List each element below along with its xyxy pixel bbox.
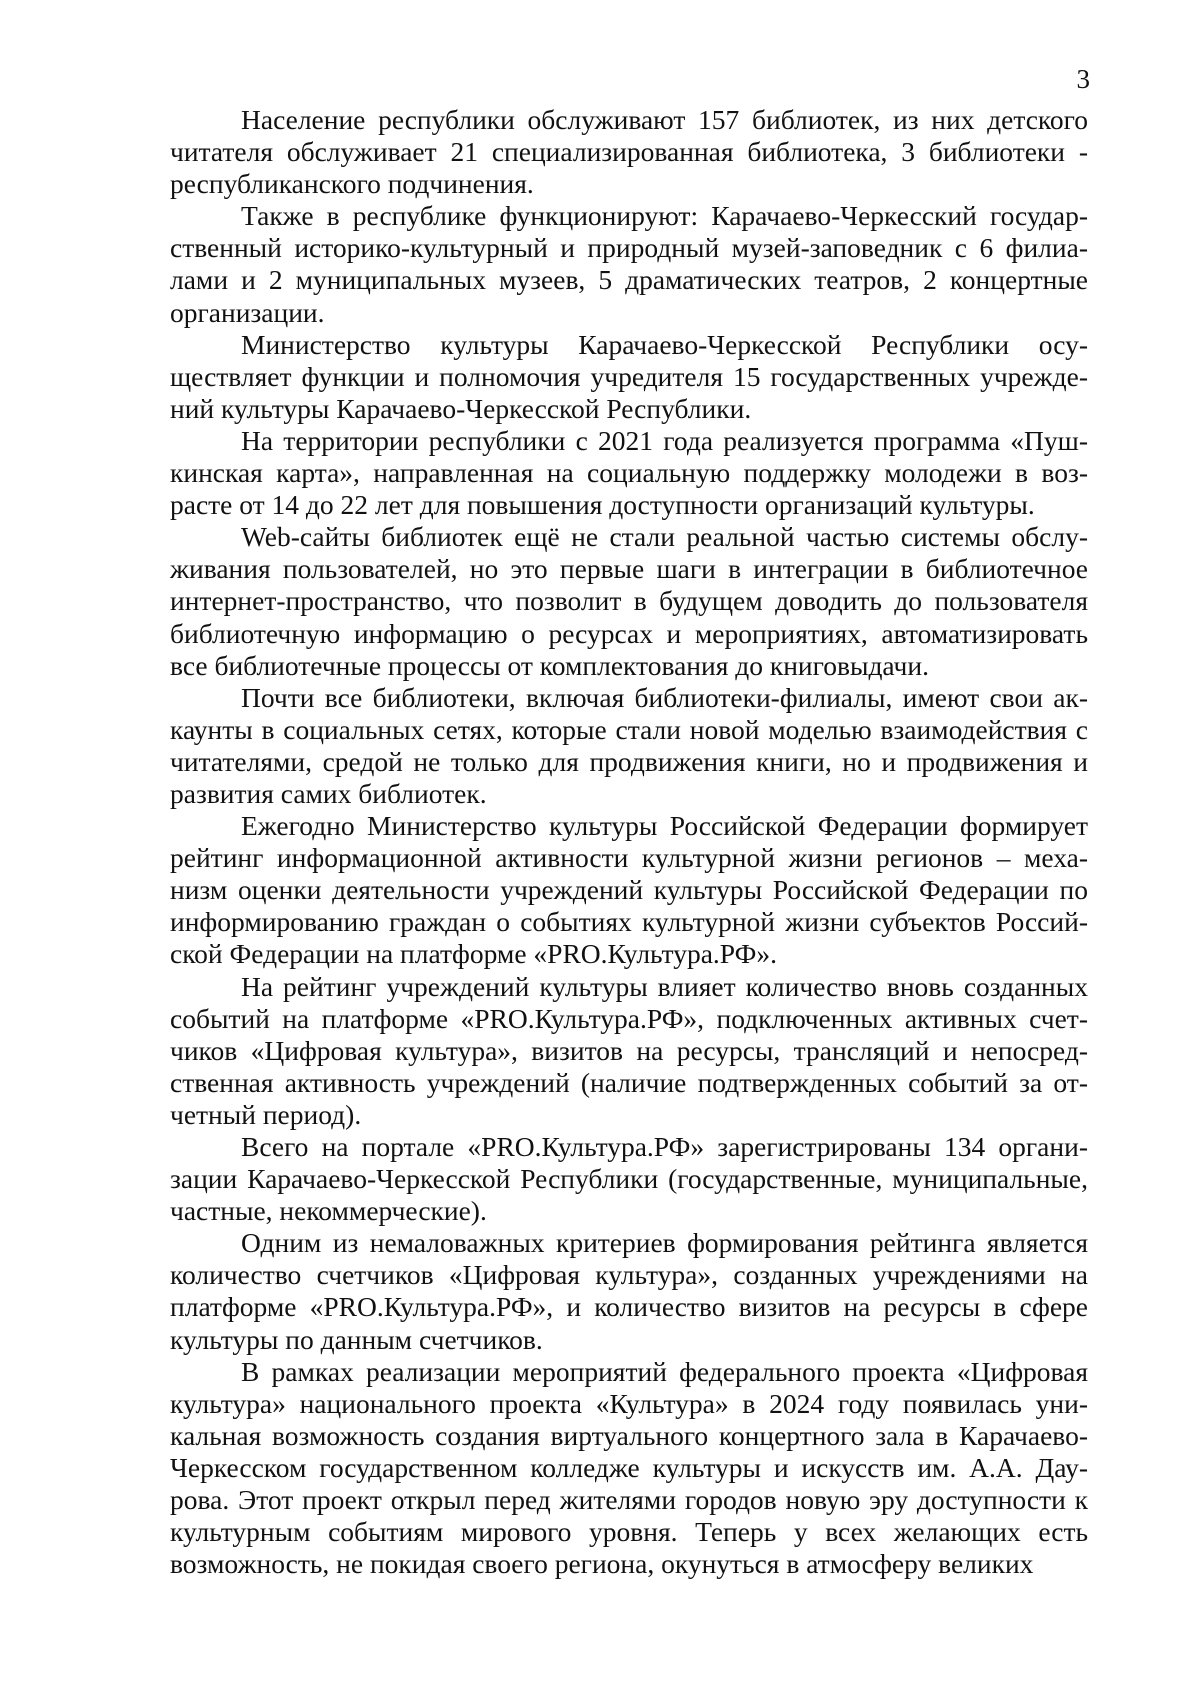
paragraph-virtual-concert-hall: В рамках реализации мероприятий федерального проекта «Цифровая культура» национального проекта «Культура» в 2024 году появилась уникальная возможность создания виртуального концертного зала в Карачаево-Черкесском государственном колледже культуры и искусств им. А.А. Даурова. Этот проект открыл перед жителями городов новую эру доступности к культурным событиям мирового уровня. Теперь у всех желающих есть возможность, не покидая своего региона, окунуться в атмосферу великих — [170, 1355, 1088, 1580]
paragraph-pushkin-card: На территории республики с 2021 года реализуется программа «Пушкинская карта», направленная на социальную поддержку молодежи в возрасте от 14 до 22 лет для повышения доступности организаций культуры. — [170, 424, 1088, 521]
paragraph-rating: Ежегодно Министерство культуры Российской Федерации формирует рейтинг информационной активности культурной жизни регионов – механизм оценки деятельности учреждений культуры Российской Федерации по информированию граждан о событиях культурной жизни субъектов Российской Федерации на платформе «PRO.Культура.РФ». — [170, 810, 1088, 970]
paragraph-social-networks: Почти все библиотеки, включая библиотеки-филиалы, имеют свои аккаунты в социальных сетях, которые стали новой моделью взаимодействия с читателями, средой не только для продвижения книги, но и продвижения и развития самих библиотек. — [170, 681, 1088, 809]
paragraph-libraries: Население республики обслуживают 157 библиотек, из них детского читателя обслуживает 21 специализированная библиотека, 3 библиотеки - республиканского подчинения. — [170, 104, 1088, 200]
paragraph-library-websites: Web-сайты библиотек ещё не стали реальной частью системы обслуживания пользователей, но это первые шаги в интеграции в библиотечное интернет-пространство, что позволит в будущем доводить до пользователя библиотечную информацию о ресурсах и мероприятиях, автоматизировать все библиотечные процессы от комплектования до книговыдачи. — [170, 521, 1088, 681]
paragraph-registered-organizations: Всего на портале «PRO.Культура.РФ» зарегистрированы 134 организации Карачаево-Черкесской Республики (государственные, муниципальные, частные, некоммерческие). — [170, 1131, 1088, 1227]
paragraph-rating-factors: На рейтинг учреждений культуры влияет количество вновь созданных событий на платформе «PRO.Культура.РФ», подключенных активных счетчиков «Цифровая культура», визитов на ресурсы, трансляций и непосредственная активность учреждений (наличие подтвержденных событий за отчетный период). — [170, 970, 1088, 1130]
paragraph-ministry: Министерство культуры Карачаево-Черкесской Республики осуществляет функции и полномочия учредителя 15 государственных учреждений культуры Карачаево-Черкесской Республики. — [170, 328, 1088, 424]
page-number: 3 — [1076, 64, 1090, 94]
paragraph-museums-theatres: Также в республике функционируют: Карачаево-Черкесский государственный историко-культурный и природный музей-заповедник с 6 филиалами и 2 муниципальных музеев, 5 драматических театров, 2 концертные организации. — [170, 200, 1088, 328]
paragraph-counters: Одним из немаловажных критериев формирования рейтинга является количество счетчиков «Цифровая культура», созданных учреждениями на платформе «PRO.Культура.РФ», и количество визитов на ресурсы в сфере культуры по данным счетчиков. — [170, 1227, 1088, 1355]
document-body — [170, 104, 1088, 1580]
